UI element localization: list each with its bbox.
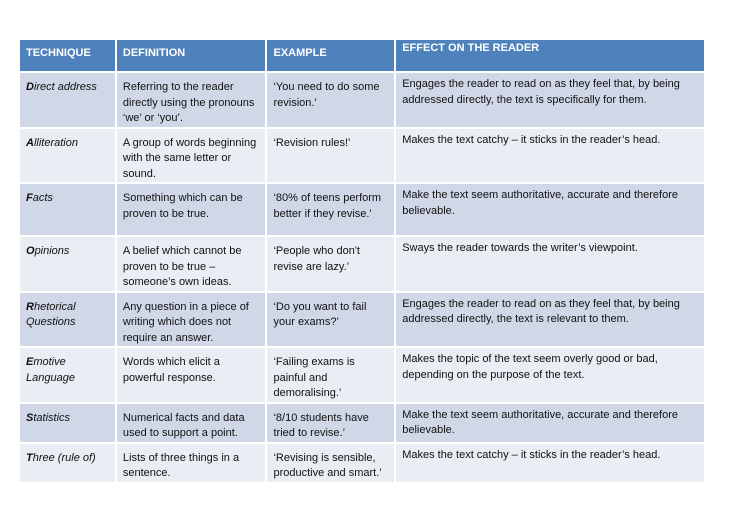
technique-name: acts <box>32 192 53 204</box>
definition-cell: A group of words beginning with the same letter or sound. <box>116 128 267 184</box>
effect-cell: Make the text seem authoritative, accurate and therefore believable. <box>395 183 705 236</box>
effect-cell: Sways the reader towards the writer’s viewpoint. <box>395 236 705 292</box>
header-example: EXAMPLE <box>266 39 395 72</box>
effect-cell: Makes the text catchy – it sticks in the reader’s head. <box>395 443 705 483</box>
example-cell: ‘8/10 students have tried to revise.’ <box>266 403 395 443</box>
header-definition: DEFINITION <box>116 39 267 72</box>
technique-name: lliteration <box>33 136 78 149</box>
table-row <box>19 403 705 443</box>
example-cell: ‘80% of teens perform better if they revise.' <box>266 183 395 236</box>
technique-name: hetorical Questions <box>26 300 76 328</box>
technique-name: motive Language <box>26 356 75 384</box>
techniques-table <box>18 38 706 484</box>
table-row <box>19 72 705 128</box>
definition-cell: Referring to the reader directly using the pronouns ‘we’ or ‘you’. <box>116 72 267 128</box>
technique-initial: R <box>26 300 34 313</box>
effect-cell: Engages the reader to read on as they feel that, by being addressed directly, the text is relevant to them. <box>395 292 705 348</box>
technique-initial: F <box>26 192 33 204</box>
technique-initial: D <box>26 81 34 93</box>
example-cell: ‘Do you want to fail your exams?’ <box>266 292 395 348</box>
table-row <box>19 236 705 292</box>
technique-initial: O <box>26 245 35 257</box>
definition-cell: Any question in a piece of writing which does not require an answer. <box>116 292 267 348</box>
example-cell: ‘You need to do some revision.' <box>266 72 395 128</box>
technique-cell <box>19 128 116 184</box>
table-row <box>19 292 705 348</box>
technique-cell <box>19 183 116 236</box>
header-effect: EFFECT ON THE READER <box>395 39 705 72</box>
technique-initial: S <box>26 411 34 424</box>
table-row <box>19 347 705 403</box>
technique-initial: A <box>26 136 34 149</box>
technique-cell <box>19 403 116 443</box>
definition-cell: Words which elicit a powerful response. <box>116 347 267 403</box>
effect-cell: Makes the text catchy – it sticks in the reader’s head. <box>395 128 705 184</box>
technique-cell <box>19 347 116 403</box>
definition-cell: Something which can be proven to be true. <box>116 183 267 236</box>
example-cell: ‘Revision rules!' <box>266 128 395 184</box>
effect-cell: Make the text seem authoritative, accurate and therefore believable. <box>395 403 705 443</box>
technique-initial: T <box>26 451 33 464</box>
effect-cell: Engages the reader to read on as they feel that, by being addressed directly, the text is specifically for them. <box>395 72 705 128</box>
technique-name: tatistics <box>33 411 71 424</box>
technique-cell <box>19 292 116 348</box>
header-technique: TECHNIQUE <box>19 39 116 72</box>
definition-cell: A belief which cannot be proven to be true – someone’s own ideas. <box>116 236 267 292</box>
table-row <box>19 443 705 483</box>
technique-initial: E <box>26 356 34 368</box>
definition-cell: Lists of three things in a sentence. <box>116 443 267 483</box>
header-row <box>19 39 705 72</box>
example-cell: ‘Revising is sensible, productive and smart.’ <box>266 443 395 483</box>
example-cell: ‘People who don't revise are lazy.’ <box>266 236 395 292</box>
technique-name: pinions <box>34 245 70 257</box>
technique-cell <box>19 236 116 292</box>
technique-cell <box>19 443 116 483</box>
technique-name: hree (rule of) <box>32 451 96 464</box>
technique-cell <box>19 72 116 128</box>
table-row <box>19 128 705 184</box>
technique-name: irect address <box>33 81 97 93</box>
example-cell: ‘Failing exams is painful and demoralising.’ <box>266 347 395 403</box>
table-row <box>19 183 705 236</box>
effect-cell: Makes the topic of the text seem overly good or bad, depending on the purpose of the text. <box>395 347 705 403</box>
definition-cell: Numerical facts and data used to support a point. <box>116 403 267 443</box>
